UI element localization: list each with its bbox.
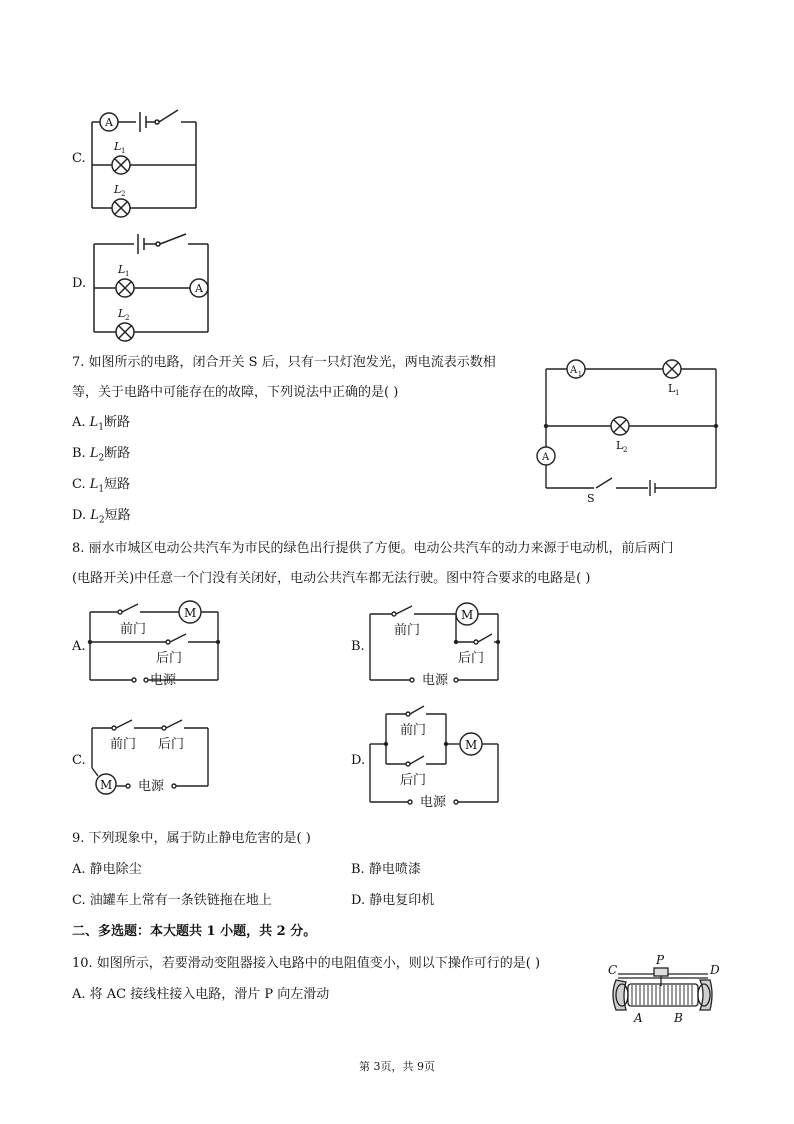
q7-fig-A-label: A [542, 452, 550, 463]
q8d-front-label: 前门 [400, 723, 427, 738]
q8c-front-label: 前门 [110, 737, 137, 752]
q7-stem-line2: 等，关于电路中可能存在的故障，下列说法中正确的是( ) [72, 385, 399, 400]
q8-option-a-label[interactable]: A. [72, 639, 86, 654]
q6c-L1-sub: 1 [121, 147, 126, 155]
q10-fig-C-label: C [608, 963, 618, 977]
q6-option-c-circuit [86, 100, 206, 220]
q10-rheostat-figure [604, 952, 730, 1024]
q7-fig-A1-label: A [570, 365, 578, 376]
q6-option-c-label: C. [72, 151, 86, 166]
q8c-power-label: 电源 [138, 779, 165, 794]
q8b-back-label: 后门 [458, 651, 485, 666]
section2-heading: 二、多选题：本大题共 1 小题，共 2 分。 [72, 924, 317, 939]
q7-stem-line1: 7. 如图所示的电路，闭合开关 S 后，只有一只灯泡发光，两电流表示数相 [72, 355, 496, 370]
q8a-power-label: 电源 [150, 673, 177, 688]
q8-option-a-circuit [86, 600, 226, 686]
q8d-power-label: 电源 [420, 795, 447, 810]
q6d-ammeter-label: A [195, 282, 203, 295]
q6d-L2-sub: 2 [125, 314, 130, 322]
q8-option-b-label[interactable]: B. [351, 639, 365, 654]
q7-circuit-figure [532, 352, 728, 505]
q10-option-a[interactable]: A. 将 AC 接线柱接入电路，滑片 P 向左滑动 [72, 987, 330, 1002]
q9-option-b[interactable]: B. 静电喷漆 [351, 862, 421, 877]
q8-option-d-circuit [364, 702, 504, 812]
q8d-motor-label: M [465, 738, 478, 752]
q8-option-c-circuit [86, 712, 216, 802]
q7-fig-S-label: S [587, 492, 595, 505]
q8c-back-label: 后门 [158, 737, 185, 752]
q8-option-b-circuit [364, 600, 504, 686]
q10-fig-P-label: P [656, 953, 665, 967]
q10-fig-D-label: D [710, 963, 720, 977]
q6-option-d-circuit [86, 232, 216, 340]
q8a-front-label: 前门 [120, 622, 147, 637]
q8b-front-label: 前门 [394, 623, 421, 638]
q6d-L2-label: L [118, 307, 126, 320]
q7-option-d[interactable]: D. $L_2$短路 [72, 508, 131, 526]
q8b-power-label: 电源 [422, 673, 449, 688]
q10-fig-A-label: A [634, 1011, 643, 1025]
q8d-back-label: 后门 [400, 773, 427, 788]
q7-fig-L1-sub: 1 [675, 389, 680, 397]
q6c-L2-label: L [114, 183, 122, 196]
q8c-motor-label: M [100, 778, 113, 792]
q8a-motor-label: M [184, 606, 197, 620]
q8-option-d-label[interactable]: D. [351, 753, 366, 768]
q9-option-c[interactable]: C. 油罐车上常有一条铁链拖在地上 [72, 893, 272, 908]
q8a-back-label: 后门 [156, 651, 183, 666]
q7-option-b[interactable]: B. $L_2$断路 [72, 446, 131, 464]
q7-option-c[interactable]: C. $L_1$短路 [72, 477, 131, 495]
q9-stem: 9. 下列现象中，属于防止静电危害的是( ) [72, 831, 311, 846]
q6c-L2-sub: 2 [121, 190, 126, 198]
q6c-L1-label: L [114, 140, 122, 153]
q8b-motor-label: M [461, 608, 474, 622]
q6-option-d-label: D. [72, 276, 87, 291]
q6c-ammeter-label: A [105, 116, 113, 129]
q6d-L1-label: L [118, 263, 126, 276]
page-footer: 第 3页，共 9页 [359, 1060, 435, 1073]
q8-option-c-label[interactable]: C. [72, 753, 86, 768]
q7-fig-L1-label: L [668, 382, 676, 395]
q9-option-d[interactable]: D. 静电复印机 [351, 893, 435, 908]
q10-stem: 10. 如图所示，若要滑动变阻器接入电路中的电阻值变小，则以下操作可行的是( ) [72, 956, 541, 971]
q7-fig-L2-sub: 2 [623, 446, 628, 454]
q7-option-a[interactable]: A. $L_1$断路 [72, 415, 131, 433]
q8-stem-line1: 8. 丽水市城区电动公共汽车为市民的绿色出行提供了方便。电动公共汽车的动力来源于电动机，前后两门 [72, 541, 674, 556]
q6d-L1-sub: 1 [125, 270, 130, 278]
q9-option-a[interactable]: A. 静电除尘 [72, 862, 142, 877]
q10-fig-B-label: B [674, 1011, 683, 1025]
q7-fig-L2-label: L [616, 439, 624, 452]
q7-fig-A1-sub: 1 [578, 371, 582, 378]
q8-stem-line2: (电路开关)中任意一个门没有关闭好，电动公共汽车都无法行驶。图中符合要求的电路是( ) [72, 571, 591, 586]
